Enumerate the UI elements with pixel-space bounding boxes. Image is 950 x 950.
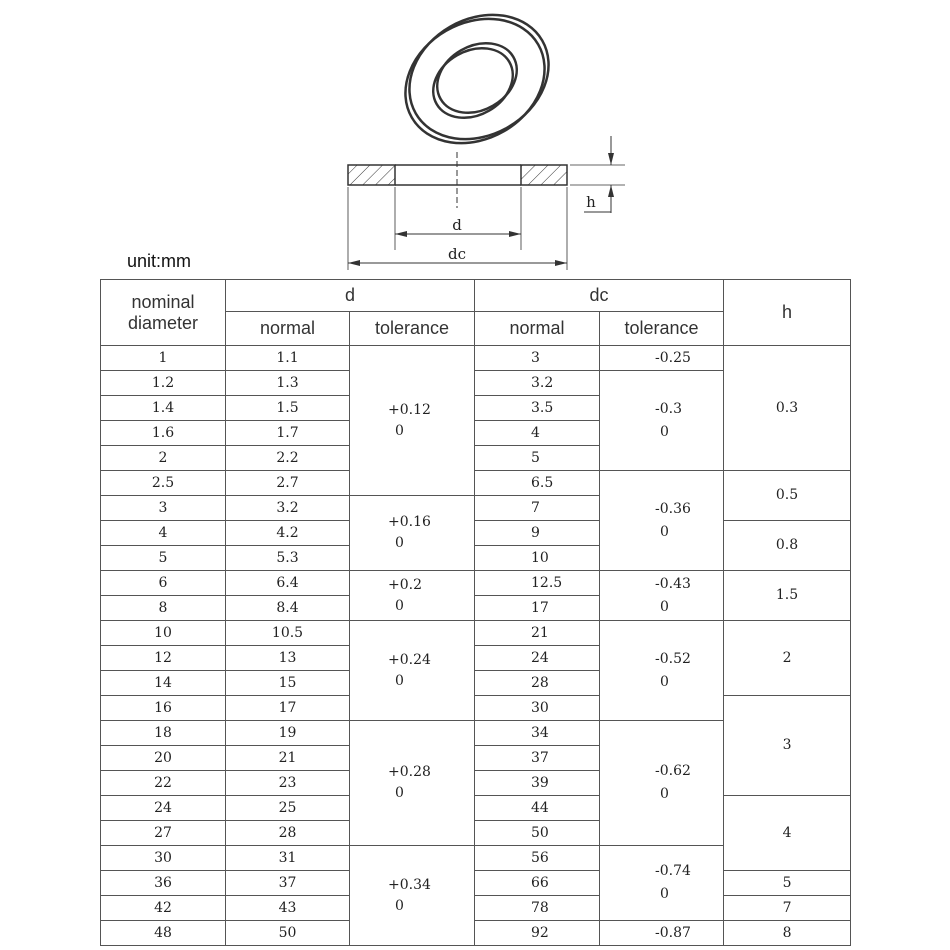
tolerance-lower: 0 <box>660 523 669 540</box>
tolerance-upper: -0.3 <box>655 400 683 417</box>
nominal-diameter-cell: 8 <box>101 596 226 621</box>
nominal-diameter-cell: 20 <box>101 746 226 771</box>
nominal-diameter-cell: 24 <box>101 796 226 821</box>
h-cell: 1.5 <box>724 571 851 621</box>
header-dc-normal: normal <box>475 312 600 346</box>
dc-normal-cell: 78 <box>475 896 600 921</box>
nominal-diameter-cell: 30 <box>101 846 226 871</box>
dc-tolerance-cell <box>600 621 724 721</box>
dimension-label-h: h <box>586 193 596 211</box>
nominal-diameter-cell: 1 <box>101 346 226 371</box>
table-row <box>101 871 851 896</box>
tolerance-lower: 0 <box>660 886 669 902</box>
header-h: h <box>724 280 851 346</box>
dc-normal-cell: 92 <box>475 921 600 946</box>
d-tolerance-cell <box>350 496 475 571</box>
dc-normal-cell: 10 <box>475 546 600 571</box>
d-normal-cell: 28 <box>226 821 350 846</box>
d-normal-cell: 23 <box>226 771 350 796</box>
tolerance-upper: -0.62 <box>655 763 691 779</box>
dc-normal-cell: 12.5 <box>475 571 600 596</box>
d-normal-cell: 1.7 <box>226 421 350 446</box>
dc-normal-cell: 17 <box>475 596 600 621</box>
dc-normal-cell: 39 <box>475 771 600 796</box>
nominal-diameter-cell: 12 <box>101 646 226 671</box>
d-normal-cell: 8.4 <box>226 596 350 621</box>
nominal-diameter-cell: 6 <box>101 571 226 596</box>
d-normal-cell: 2.7 <box>226 471 350 496</box>
table-row <box>101 796 851 821</box>
tolerance-upper: +0.24 <box>388 651 431 668</box>
tolerance-upper: +0.16 <box>388 514 431 530</box>
header-d-tolerance: tolerance <box>350 312 475 346</box>
d-normal-cell: 3.2 <box>226 496 350 521</box>
d-normal-cell: 1.5 <box>226 396 350 421</box>
d-normal-cell: 21 <box>226 746 350 771</box>
dc-normal-cell: 9 <box>475 521 600 546</box>
unit-label: unit:mm <box>127 251 192 271</box>
tolerance-lower: 0 <box>660 786 669 802</box>
nominal-diameter-cell: 16 <box>101 696 226 721</box>
dc-normal-cell: 56 <box>475 846 600 871</box>
tolerance-upper: -0.87 <box>655 924 691 941</box>
d-normal-cell: 25 <box>226 796 350 821</box>
nominal-diameter-cell: 4 <box>101 521 226 546</box>
table-row <box>101 921 851 946</box>
nominal-diameter-cell: 42 <box>101 896 226 921</box>
washer-dimension-table <box>100 279 851 946</box>
dc-tolerance-cell <box>600 921 724 946</box>
dc-normal-cell: 44 <box>475 796 600 821</box>
nominal-diameter-cell: 2 <box>101 446 226 471</box>
d-normal-cell: 2.2 <box>226 446 350 471</box>
tolerance-upper: -0.25 <box>655 349 691 366</box>
dc-normal-cell: 5 <box>475 446 600 471</box>
table-row <box>101 621 851 646</box>
h-cell: 5 <box>724 871 851 896</box>
header-nominal-diameter <box>101 280 226 346</box>
d-tolerance-cell <box>350 621 475 721</box>
dc-tolerance-cell <box>600 371 724 471</box>
dc-normal-cell: 30 <box>475 696 600 721</box>
nominal-diameter-cell: 3 <box>101 496 226 521</box>
tolerance-lower: 0 <box>395 597 404 614</box>
tolerance-lower: 0 <box>660 598 669 615</box>
dc-normal-cell: 3.2 <box>475 371 600 396</box>
nominal-diameter-cell: 2.5 <box>101 471 226 496</box>
table-row <box>101 696 851 721</box>
tolerance-lower: 0 <box>395 785 404 801</box>
d-normal-cell: 37 <box>226 871 350 896</box>
d-normal-cell: 1.3 <box>226 371 350 396</box>
nominal-diameter-cell: 10 <box>101 621 226 646</box>
tolerance-lower: 0 <box>395 897 404 914</box>
table-row <box>101 571 851 596</box>
tolerance-upper: +0.28 <box>388 764 431 780</box>
d-normal-cell: 13 <box>226 646 350 671</box>
table-row <box>101 346 851 371</box>
d-normal-cell: 10.5 <box>226 621 350 646</box>
dc-normal-cell: 37 <box>475 746 600 771</box>
tolerance-lower: 0 <box>395 535 404 551</box>
table-row <box>101 471 851 496</box>
washer-drawing <box>0 0 950 280</box>
dc-normal-cell: 3.5 <box>475 396 600 421</box>
dc-tolerance-cell <box>600 571 724 621</box>
h-cell: 7 <box>724 896 851 921</box>
washer-section <box>348 136 625 270</box>
tolerance-lower: 0 <box>395 672 404 689</box>
dc-normal-cell: 24 <box>475 646 600 671</box>
dimension-label-dc: dc <box>447 245 467 263</box>
dc-tolerance-cell <box>600 346 724 371</box>
dimension-label-d: d <box>452 216 462 234</box>
header-dc-tolerance: tolerance <box>600 312 724 346</box>
dc-normal-cell: 50 <box>475 821 600 846</box>
nominal-diameter-cell: 1.2 <box>101 371 226 396</box>
d-normal-cell: 43 <box>226 896 350 921</box>
d-tolerance-cell <box>350 721 475 846</box>
table-row <box>101 521 851 546</box>
washer-isometric <box>383 0 571 168</box>
nominal-diameter-cell: 1.6 <box>101 421 226 446</box>
d-normal-cell: 15 <box>226 671 350 696</box>
dc-tolerance-cell <box>600 846 724 921</box>
nominal-diameter-cell: 5 <box>101 546 226 571</box>
d-normal-cell: 19 <box>226 721 350 746</box>
tolerance-lower: 0 <box>395 422 404 439</box>
d-tolerance-cell <box>350 346 475 496</box>
tolerance-upper: -0.74 <box>655 863 691 879</box>
nominal-diameter-cell: 27 <box>101 821 226 846</box>
d-normal-cell: 17 <box>226 696 350 721</box>
nominal-diameter-cell: 18 <box>101 721 226 746</box>
dc-tolerance-cell <box>600 471 724 571</box>
tolerance-upper: -0.36 <box>655 500 691 517</box>
h-cell: 0.3 <box>724 346 851 471</box>
d-normal-cell: 50 <box>226 921 350 946</box>
header-d-normal: normal <box>226 312 350 346</box>
nominal-diameter-cell: 22 <box>101 771 226 796</box>
dc-normal-cell: 6.5 <box>475 471 600 496</box>
d-tolerance-cell <box>350 846 475 946</box>
d-tolerance-cell <box>350 571 475 621</box>
h-cell: 3 <box>724 696 851 796</box>
header-nominal-line2: diameter <box>127 313 199 333</box>
nominal-diameter-cell: 36 <box>101 871 226 896</box>
dc-normal-cell: 21 <box>475 621 600 646</box>
d-normal-cell: 4.2 <box>226 521 350 546</box>
dc-normal-cell: 34 <box>475 721 600 746</box>
h-cell: 4 <box>724 796 851 871</box>
h-cell: 0.8 <box>724 521 851 571</box>
d-normal-cell: 31 <box>226 846 350 871</box>
tolerance-lower: 0 <box>660 673 669 690</box>
dc-normal-cell: 28 <box>475 671 600 696</box>
table-row <box>101 896 851 921</box>
tolerance-lower: 0 <box>660 423 669 440</box>
dc-normal-cell: 7 <box>475 496 600 521</box>
d-normal-cell: 5.3 <box>226 546 350 571</box>
h-cell: 2 <box>724 621 851 696</box>
tolerance-upper: +0.12 <box>388 401 431 418</box>
tolerance-upper: -0.43 <box>655 575 691 592</box>
nominal-diameter-cell: 14 <box>101 671 226 696</box>
header-nominal-line1: nominal <box>131 292 195 312</box>
tolerance-upper: +0.2 <box>388 576 422 593</box>
h-cell: 8 <box>724 921 851 946</box>
dc-normal-cell: 4 <box>475 421 600 446</box>
h-cell: 0.5 <box>724 471 851 521</box>
nominal-diameter-cell: 48 <box>101 921 226 946</box>
d-normal-cell: 6.4 <box>226 571 350 596</box>
dc-normal-cell: 3 <box>475 346 600 371</box>
header-d: d <box>226 280 475 312</box>
d-normal-cell: 1.1 <box>226 346 350 371</box>
tolerance-upper: +0.34 <box>388 876 431 893</box>
header-dc: dc <box>475 280 724 312</box>
dc-normal-cell: 66 <box>475 871 600 896</box>
tolerance-upper: -0.52 <box>655 650 691 667</box>
nominal-diameter-cell: 1.4 <box>101 396 226 421</box>
dc-tolerance-cell <box>600 721 724 846</box>
